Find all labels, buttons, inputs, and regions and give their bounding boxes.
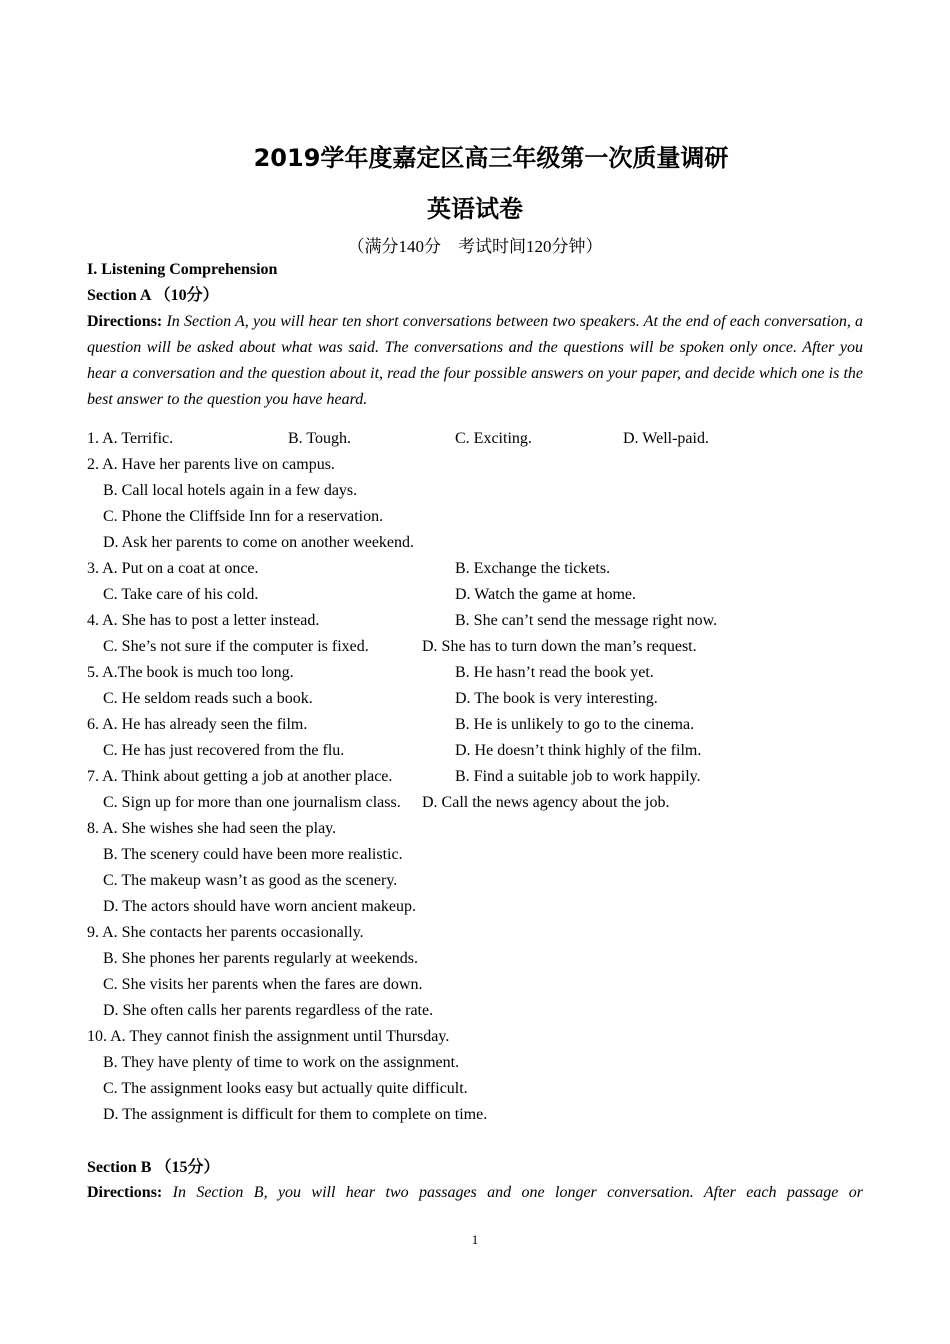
q10-option-a: 10. A. They cannot finish the assignment until Thursday. [87, 1028, 450, 1045]
directions-label: Directions: [87, 1184, 163, 1201]
q1-option-a: 1. A. Terrific. [87, 430, 174, 447]
exam-subject-title: 英语试卷 [427, 195, 523, 223]
q4-option-b: B. She can’t send the message right now. [455, 612, 718, 629]
q8-option-d: D. The actors should have worn ancient makeup. [103, 898, 416, 915]
q6-option-d: D. He doesn’t think highly of the film. [455, 742, 702, 759]
q10-option-c: C. The assignment looks easy but actually quite difficult. [103, 1080, 468, 1097]
q8-option-c: C. The makeup wasn’t as good as the scenery. [103, 872, 398, 889]
q1-option-b: B. Tough. [288, 430, 352, 447]
page-number: 1 [471, 1232, 479, 1247]
q1-option-d: D. Well-paid. [623, 430, 709, 447]
q1-option-c: C. Exciting. [455, 430, 532, 447]
q7-option-b: B. Find a suitable job to work happily. [455, 768, 701, 785]
q2-option-a: 2. A. Have her parents live on campus. [87, 456, 335, 473]
directions-label: Directions: [87, 313, 163, 330]
q5-option-d: D. The book is very interesting. [455, 690, 658, 707]
q8-option-b: B. The scenery could have been more realistic. [103, 846, 403, 863]
q4-option-c: C. She’s not sure if the computer is fixed. [103, 638, 369, 655]
q7-option-d: D. Call the news agency about the job. [422, 794, 670, 811]
section-a-directions [87, 309, 863, 413]
q8-option-a: 8. A. She wishes she had seen the play. [87, 820, 337, 837]
q4-option-d: D. She has to turn down the man’s request. [422, 638, 697, 655]
q9-option-c: C. She visits her parents when the fares are down. [103, 976, 423, 993]
q2-option-b: B. Call local hotels again in a few days. [103, 482, 358, 499]
exam-title: 2019学年度嘉定区高三年级第一次质量调研 [253, 144, 729, 172]
section-a-heading: Section A （10分） [87, 287, 219, 304]
q9-option-a: 9. A. She contacts her parents occasionally. [87, 924, 364, 941]
section-b-directions [87, 1180, 863, 1206]
q3-option-c: C. Take care of his cold. [103, 586, 259, 603]
q2-option-c: C. Phone the Cliffside Inn for a reservation. [103, 508, 384, 525]
q6-option-c: C. He has just recovered from the flu. [103, 742, 345, 759]
q5-option-b: B. He hasn’t read the book yet. [455, 664, 654, 681]
q5-option-a: 5. A.The book is much too long. [87, 664, 294, 681]
q2-option-d: D. Ask her parents to come on another weekend. [103, 534, 415, 551]
q9-option-b: B. She phones her parents regularly at weekends. [103, 950, 419, 967]
q6-option-b: B. He is unlikely to go to the cinema. [455, 716, 695, 733]
q3-option-a: 3. A. Put on a coat at once. [87, 560, 259, 577]
exam-info: （满分140分 考试时间120分钟） [347, 237, 603, 256]
directions-text: In Section B, you will hear two passages and one longer conversation. After each passage or [172, 1184, 863, 1201]
q5-option-c: C. He seldom reads such a book. [103, 690, 313, 707]
q7-option-c: C. Sign up for more than one journalism class. [103, 794, 401, 811]
q6-option-a: 6. A. He has already seen the film. [87, 716, 308, 733]
q10-option-b: B. They have plenty of time to work on the assignment. [103, 1054, 460, 1071]
q7-option-a: 7. A. Think about getting a job at another place. [87, 768, 393, 785]
q10-option-d: D. The assignment is difficult for them to complete on time. [103, 1106, 488, 1123]
q3-option-b: B. Exchange the tickets. [455, 560, 611, 577]
q4-option-a: 4. A. She has to post a letter instead. [87, 612, 320, 629]
section-b-heading: Section B （15分） [87, 1159, 220, 1176]
directions-text: In Section A, you will hear ten short conversations between two speakers. At the end of each conversation, a question will be asked about what was said. The conversations and the questions will be spoken only once. After you hear a conversation and the question about it, read the four possible answers on your paper, and decide which one is the best answer to the question you have heard. [87, 313, 864, 408]
part-heading: I. Listening Comprehension [87, 261, 278, 278]
q3-option-d: D. Watch the game at home. [455, 586, 637, 603]
q9-option-d: D. She often calls her parents regardless of the rate. [103, 1002, 434, 1019]
